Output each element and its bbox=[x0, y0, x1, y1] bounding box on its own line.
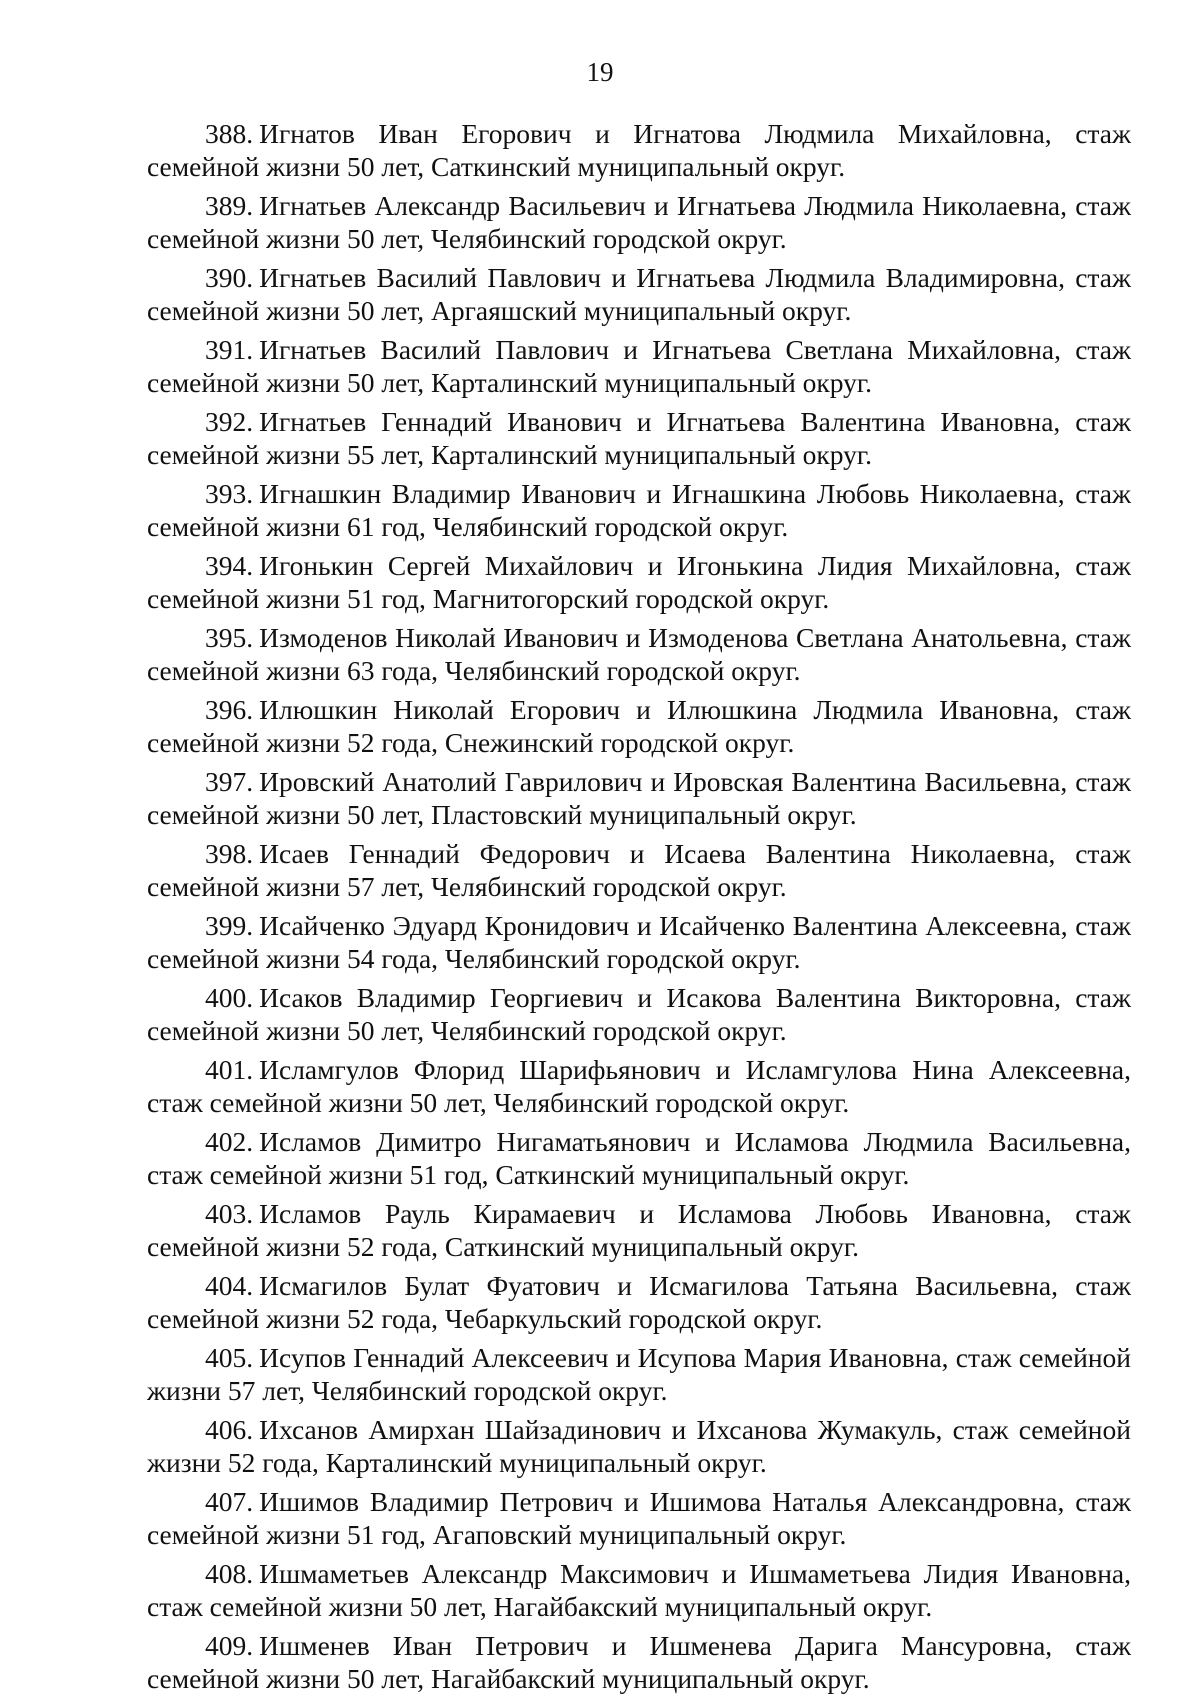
entry-text: Игнатьев Геннадий Иванович и Игнатьева Валентина Ивановна, стаж семейной жизни 55 лет, Карталинский муниципальный округ. bbox=[147, 406, 1131, 470]
list-item bbox=[147, 1486, 1131, 1551]
list-item bbox=[147, 190, 1131, 255]
entry-number: 408. bbox=[205, 1558, 254, 1589]
list-item bbox=[147, 694, 1131, 759]
list-item bbox=[147, 406, 1131, 471]
list-item bbox=[147, 1270, 1131, 1335]
entry-text: Исламов Рауль Кирамаевич и Исламова Любовь Ивановна, стаж семейной жизни 52 года, Саткинский муниципальный округ. bbox=[147, 1198, 1131, 1262]
entry-number: 391. bbox=[205, 334, 254, 365]
entry-number: 396. bbox=[205, 694, 254, 725]
list-item bbox=[147, 1558, 1131, 1623]
entry-text: Ихсанов Амирхан Шайзадинович и Ихсанова Жумакуль, стаж семейной жизни 52 года, Карталинский муниципальный округ. bbox=[147, 1414, 1131, 1478]
entry-text: Ишимов Владимир Петрович и Ишимова Наталья Александровна, стаж семейной жизни 51 год, Агаповский муниципальный округ. bbox=[147, 1486, 1131, 1550]
entry-text: Исламов Димитро Нигаматьянович и Исламова Людмила Васильевна, стаж семейной жизни 51 год, Саткинский муниципальный округ. bbox=[147, 1126, 1131, 1190]
entry-number: 393. bbox=[205, 478, 254, 509]
entry-number: 390. bbox=[205, 262, 254, 293]
list-item bbox=[147, 334, 1131, 399]
entry-text: Игнашкин Владимир Иванович и Игнашкина Любовь Николаевна, стаж семейной жизни 61 год, Челябинский городской округ. bbox=[147, 478, 1131, 542]
page-number: 19 bbox=[586, 57, 614, 87]
entry-text: Игнатьев Василий Павлович и Игнатьева Людмила Владимировна, стаж семейной жизни 50 лет, Аргаяшский муниципальный округ. bbox=[147, 262, 1131, 326]
entry-number: 397. bbox=[205, 766, 254, 797]
list-item bbox=[147, 1342, 1131, 1407]
entry-text: Игонькин Сергей Михайлович и Игонькина Лидия Михайловна, стаж семейной жизни 51 год, Магнитогорский городской округ. bbox=[147, 550, 1131, 614]
list-item bbox=[147, 838, 1131, 903]
entry-text: Игнатьев Александр Васильевич и Игнатьева Людмила Николаевна, стаж семейной жизни 50 лет, Челябинский городской округ. bbox=[147, 190, 1131, 254]
entry-text: Игнатов Иван Егорович и Игнатова Людмила Михайловна, стаж семейной жизни 50 лет, Саткинский муниципальный округ. bbox=[147, 118, 1131, 182]
list-item bbox=[147, 982, 1131, 1047]
entry-text: Ишмаметьев Александр Максимович и Ишмаметьева Лидия Ивановна, стаж семейной жизни 50 лет, Нагайбакский муниципальный округ. bbox=[147, 1558, 1131, 1622]
list-item bbox=[147, 1126, 1131, 1191]
entry-number: 406. bbox=[205, 1414, 254, 1445]
entry-number: 401. bbox=[205, 1054, 254, 1085]
entry-number: 400. bbox=[205, 982, 254, 1013]
entry-number: 409. bbox=[205, 1630, 254, 1661]
entry-text: Исупов Геннадий Алексеевич и Исупова Мария Ивановна, стаж семейной жизни 57 лет, Челябинский городской округ. bbox=[147, 1342, 1131, 1406]
entry-text: Илюшкин Николай Егорович и Илюшкина Людмила Ивановна, стаж семейной жизни 52 года, Снежинский городской округ. bbox=[147, 694, 1131, 758]
entry-text: Исаков Владимир Георгиевич и Исакова Валентина Викторовна, стаж семейной жизни 50 лет, Челябинский городской округ. bbox=[147, 982, 1131, 1046]
entry-number: 392. bbox=[205, 406, 254, 437]
entry-text: Измоденов Николай Иванович и Измоденова Светлана Анатольевна, стаж семейной жизни 63 года, Челябинский городской округ. bbox=[147, 622, 1131, 686]
list-item bbox=[147, 910, 1131, 975]
entry-number: 395. bbox=[205, 622, 254, 653]
entry-number: 404. bbox=[205, 1270, 254, 1301]
entry-text: Исламгулов Флорид Шарифьянович и Исламгулова Нина Алексеевна, стаж семейной жизни 50 лет, Челябинский городской округ. bbox=[147, 1054, 1131, 1118]
entry-text: Ишменев Иван Петрович и Ишменева Дарига Мансуровна, стаж семейной жизни 50 лет, Нагайбакский муниципальный округ. bbox=[147, 1630, 1131, 1694]
list-item bbox=[147, 118, 1131, 183]
list-item bbox=[147, 1630, 1131, 1695]
list-item bbox=[147, 1414, 1131, 1479]
entry-number: 389. bbox=[205, 190, 254, 221]
list-item bbox=[147, 1054, 1131, 1119]
entry-number: 394. bbox=[205, 550, 254, 581]
list-item bbox=[147, 1198, 1131, 1263]
list-item bbox=[147, 262, 1131, 327]
entry-number: 402. bbox=[205, 1126, 254, 1157]
entry-number: 388. bbox=[205, 118, 254, 149]
list-item bbox=[147, 478, 1131, 543]
entry-text: Ировский Анатолий Гаврилович и Ировская Валентина Васильевна, стаж семейной жизни 50 лет, Пластовский муниципальный округ. bbox=[147, 766, 1131, 830]
list-item bbox=[147, 766, 1131, 831]
entry-number: 407. bbox=[205, 1486, 254, 1517]
entry-text: Исмагилов Булат Фуатович и Исмагилова Татьяна Васильевна, стаж семейной жизни 52 года, Чебаркульский городской округ. bbox=[147, 1270, 1131, 1334]
entry-list bbox=[147, 118, 1131, 1702]
entry-text: Исаев Геннадий Федорович и Исаева Валентина Николаевна, стаж семейной жизни 57 лет, Челябинский городской округ. bbox=[147, 838, 1131, 902]
entry-number: 399. bbox=[205, 910, 254, 941]
entry-text: Игнатьев Василий Павлович и Игнатьева Светлана Михайловна, стаж семейной жизни 50 лет, Карталинский муниципальный округ. bbox=[147, 334, 1131, 398]
list-item bbox=[147, 622, 1131, 687]
list-item bbox=[147, 550, 1131, 615]
entry-number: 398. bbox=[205, 838, 254, 869]
entry-number: 405. bbox=[205, 1342, 254, 1373]
entry-text: Исайченко Эдуард Кронидович и Исайченко Валентина Алексеевна, стаж семейной жизни 54 года, Челябинский городской округ. bbox=[147, 910, 1131, 974]
entry-number: 403. bbox=[205, 1198, 254, 1229]
